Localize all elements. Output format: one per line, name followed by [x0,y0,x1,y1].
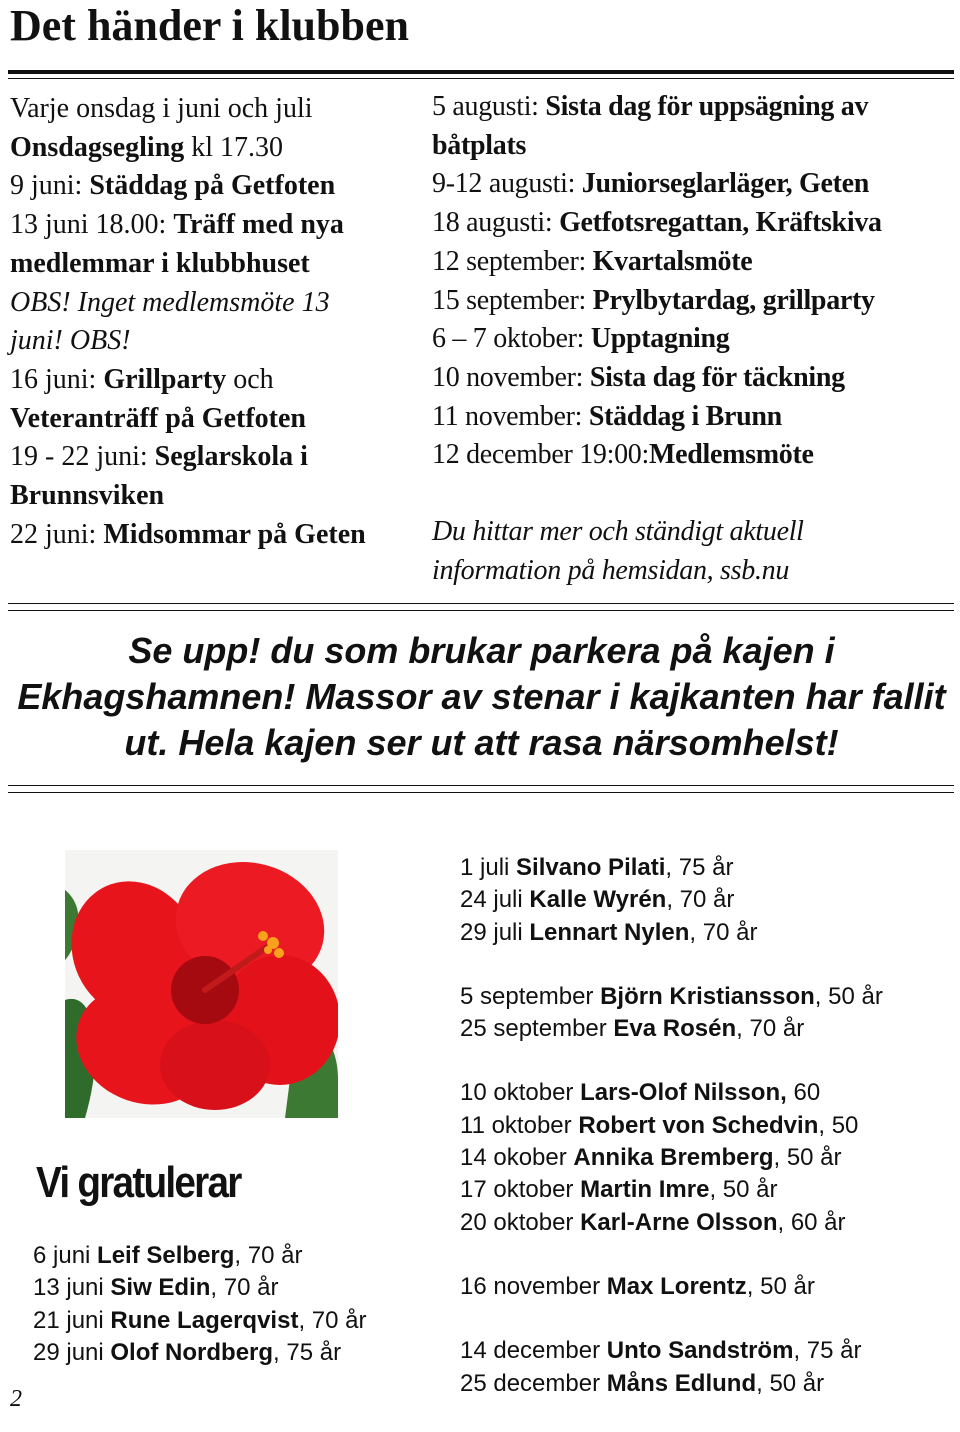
congrats-title: Vi gratulerar [36,1158,241,1207]
event-name: Prylbytardag, grillparty [592,284,875,316]
event-line [432,320,957,359]
birthday-entry [460,1013,883,1045]
event-name: Städdag i Brunn [588,400,782,432]
birthday-age: , 50 år [756,1369,825,1397]
title-rule-thin [8,78,954,79]
event-name: Juniorseglarläger, Geten [581,168,870,200]
birthday-date: 20 oktober [460,1208,581,1236]
event-line [432,204,957,243]
event-suffix: kl 17.30 [184,131,284,163]
birthday-age: , 70 år [298,1306,367,1334]
birthday-date: 29 juli [460,918,530,946]
page-title: Det händer i klubben [10,1,409,50]
birthday-entry [460,1077,883,1109]
birthday-age: , 70 år [234,1242,303,1269]
divider-rule-1a [8,603,954,604]
event-date: 22 juni: [10,518,104,550]
birthday-date: 6 juni [33,1242,98,1269]
event-line [432,243,957,282]
event-name: Kvartalsmöte [592,245,753,277]
birthday-date: 25 december [460,1369,607,1397]
birthday-entry [460,1207,883,1239]
event-line [432,88,957,127]
birthday-name: Rune Lagerqvist [110,1306,299,1334]
birthday-name: Max Lorentz [606,1272,747,1300]
event-line [10,400,420,439]
birthday-name: Annika Bremberg [573,1144,774,1172]
birthday-date: 25 september [460,1015,614,1043]
event-line [10,516,420,555]
event-name: Getfotsregattan, Kräftskiva [559,207,882,239]
birthday-entry [33,1337,366,1369]
events-right-column [432,88,957,590]
birthday-age: 60 [786,1079,821,1107]
birthday-date: 14 december [460,1337,607,1365]
event-line [10,206,420,245]
event-line [432,127,957,166]
birthday-age: , 70 år [689,918,758,946]
event-name: Midsommar på Geten [103,518,366,550]
event-date: 5 augusti: [432,91,546,122]
events-left-column [10,90,420,554]
birthdays-later [460,852,883,1432]
birthday-group [460,1077,883,1238]
birthday-date: 13 juni [33,1274,111,1302]
event-date: 10 november: [432,361,590,393]
event-name: Sista dag för uppsägning av [545,91,869,122]
birthday-name: Kalle Wyrén [529,886,667,914]
info-line-2: information på hemsidan, ssb.nu [432,554,790,586]
birthday-age: , 50 år [814,982,883,1010]
event-line [432,282,957,321]
kajen-warning: Se upp! du som brukar parkera på kajen i Ekhagshamnen! Massor av stenar i kajkanten har fallit ut. Hela kajen ser ut att rasa närsomhelst! [17,630,946,763]
event-name: Träff med nya [173,209,344,241]
birthday-age: , 50 år [709,1176,778,1204]
event-name: Onsdagsegling [10,131,185,163]
birthday-age: , 75 år [665,854,734,881]
birthday-name: Leif Selberg [97,1242,235,1269]
birthday-age: , 70 år [210,1274,279,1302]
event-line [10,477,420,516]
event-name: Veteranträff på Getfoten [10,402,306,434]
event-date: 18 augusti: [432,207,560,239]
birthday-entry [460,1110,883,1142]
birthday-name: Måns Edlund [606,1369,757,1397]
birthday-name: Siw Edin [110,1274,211,1302]
divider-rule-2a [8,785,954,786]
event-line [432,359,957,398]
birthday-date: 1 juli [460,854,517,881]
birthday-entry [460,884,883,916]
birthday-date: 14 okober [460,1144,574,1172]
event-date: 9-12 augusti: [432,168,582,200]
event-line [432,165,957,204]
event-date: 12 december 19:00: [432,439,649,471]
event-name: Grillparty [103,363,227,395]
divider-rule-1b [8,610,954,611]
event-line [10,361,420,400]
birthday-entry [460,1271,883,1303]
birthday-name: Björn Kristiansson [600,982,815,1010]
birthday-name: Lars-Olof Nilsson, [580,1079,787,1107]
event-name: båtplats [432,129,527,161]
birthday-date: 5 september [460,982,601,1010]
event-line [10,129,420,168]
event-line [10,245,420,284]
birthday-group [460,981,883,1046]
birthdays-june [33,1240,366,1369]
birthday-age: , 75 år [793,1337,862,1365]
event-name: medlemmar i klubbhuset [10,247,310,279]
birthday-group [460,1335,883,1400]
birthday-entry [460,1335,883,1367]
event-suffix: och [226,363,274,395]
birthday-entry [460,1174,883,1206]
event-name: Seglarskola i [154,441,308,473]
event-line [10,167,420,206]
birthday-name: Lennart Nylen [529,918,690,946]
event-line [10,438,420,477]
birthday-group [460,852,883,949]
event-name: Upptagning [590,323,730,355]
event-date: 6 – 7 oktober: [432,323,591,355]
event-name: Medlemsmöte [648,439,814,471]
birthday-age: , 50 år [773,1144,842,1172]
birthday-entry [33,1240,366,1272]
event-line [10,90,420,129]
event-date: 13 juni 18.00: [10,209,174,241]
event-name: Brunnsviken [10,480,165,512]
hibiscus-flower-image [65,850,338,1118]
birthday-entry [33,1305,366,1337]
events-right-list [432,88,957,475]
event-name: Städdag på Getfoten [89,170,336,202]
birthday-date: 16 november [460,1272,607,1300]
event-line [432,436,957,475]
event-date: 16 juni: [10,363,104,395]
birthday-date: 29 juni [33,1338,111,1366]
event-date: 15 september: [432,284,593,316]
birthday-date: 17 oktober [460,1176,581,1204]
birthday-age: , 70 år [736,1015,805,1043]
event-date: 9 juni: [10,170,90,202]
birthday-name: Unto Sandström [606,1337,794,1365]
birthday-entry [460,981,883,1013]
event-line [10,284,420,323]
birthday-name: Martin Imre [580,1176,710,1204]
title-rule-thick [8,70,954,74]
birthday-entry [460,1368,883,1400]
birthday-group [460,1271,883,1303]
event-line [10,322,420,361]
birthday-name: Eva Rosén [613,1015,737,1043]
birthday-name: Karl-Arne Olsson [580,1208,778,1236]
birthday-entry [460,917,883,949]
info-line-1: Du hittar mer och ständigt aktuell [432,516,804,548]
event-line [432,398,957,437]
event-date: 19 - 22 juni: [10,441,155,473]
birthday-entry [460,852,883,884]
event-date: 12 september: [432,245,593,277]
birthday-entry [460,1142,883,1174]
birthday-age: , 50 [818,1111,859,1139]
birthday-age: , 60 år [777,1208,846,1236]
event-date: juni! OBS! [10,325,131,357]
birthday-name: Silvano Pilati [516,854,666,881]
page-number: 2 [10,1386,22,1412]
event-date: OBS! Inget medlemsmöte 13 [10,286,330,318]
birthday-date: 24 juli [460,886,530,914]
birthday-name: Olof Nordberg [110,1338,274,1366]
birthday-age: , 75 år [273,1338,342,1366]
birthday-name: Robert von Schedvin [578,1111,819,1139]
birthday-date: 11 oktober [460,1111,579,1139]
birthday-entry [33,1272,366,1304]
event-date: Varje onsdag i juni och juli [10,93,313,124]
divider-rule-2b [8,792,954,793]
birthday-date: 10 oktober [460,1079,581,1107]
birthday-age: , 50 år [746,1272,815,1300]
birthday-age: , 70 år [666,886,735,914]
birthday-date: 21 juni [33,1306,111,1334]
event-date: 11 november: [432,400,589,432]
event-name: Sista dag för täckning [589,361,845,393]
